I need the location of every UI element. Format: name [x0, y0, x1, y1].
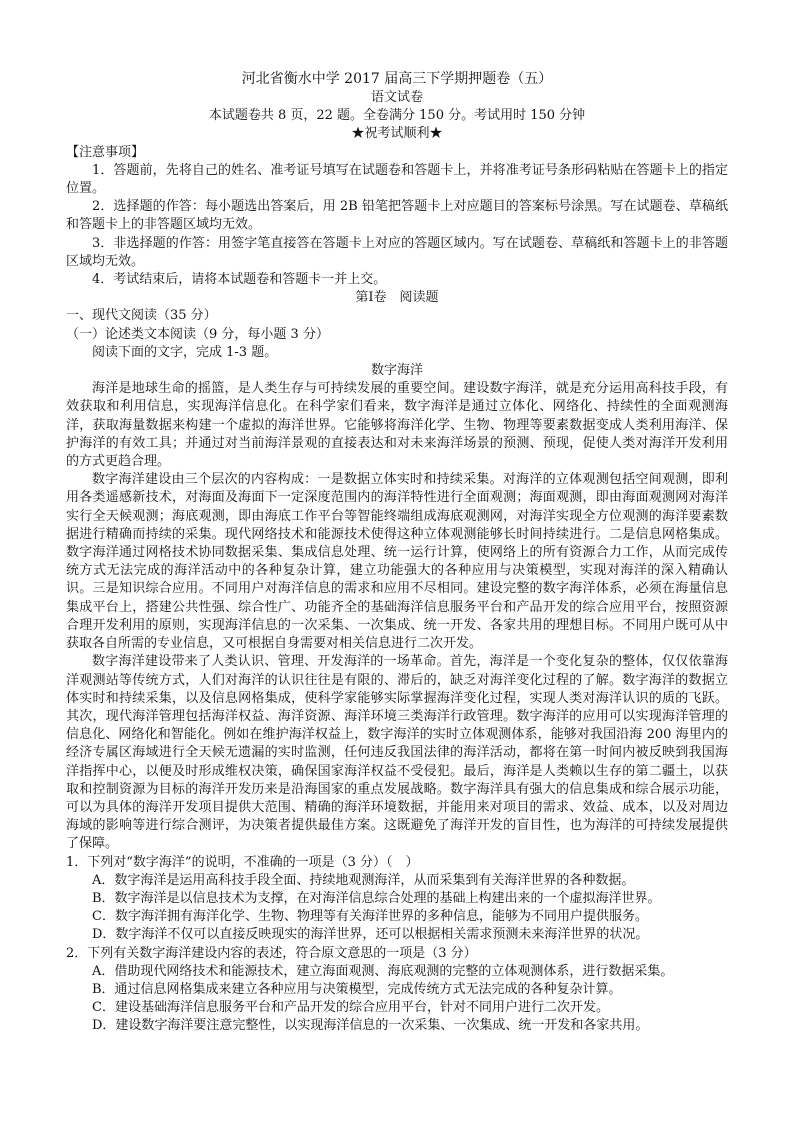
question-1-option-d: D．数字海洋不仅可以直接反映现实的海洋世界，还可以根据相关需求预测未来海洋世界的状况。 — [92, 927, 649, 943]
question-2-stem: 2．下列有关数字海洋建设内容的表述，符合原文意思的一项是（3 分） — [66, 945, 477, 961]
article-paragraph-1: 海洋是地球生命的摇篮，是人类生存与可持续发展的重要空间。建设数字海洋，就是充分运用高科技手段，有效获取和利用信息，实现海洋信息化。在科学家们看来，数字海洋是通过立体化、网络化、持续性的全面观测海洋，获取海量数据来构建一个虚拟的海洋世界。它能够将海洋化学、生物、物理等要素数据变成人类利用海洋、保护海洋的有效工具；并通过对当前海洋景观的直接表达和对未来海洋场景的预测、预现，促使人类对海洋开发利用的方式更趋合理。 — [66, 381, 728, 470]
question-2-option-a: A．借助现代网络技术和能源技术，建立海面观测、海底观测的完整的立体观测体系，进行数据采集。 — [92, 963, 674, 979]
question-1-option-a: A．数字海洋是运用高科技手段全面、持续地观测海洋，从而采集到有关海洋世界的各种数据。 — [92, 872, 635, 888]
exam-title: 河北省衡水中学 2017 届高三下学期押题卷（五） — [241, 71, 553, 87]
question-2-option-b: B．通过信息网格集成来建立各种应用与决策模型，完成传统方式无法完成的各种复杂计算。 — [92, 981, 622, 997]
exam-page — [66, 70, 728, 1036]
note-item-4: 4．考试结束后，请将本试题卷和答题卡一并上交。 — [92, 272, 387, 288]
note-item-3: 3．非选择题的作答：用签字笔直接答在答题卡上对应的答题区域内。写在试题卷、草稿纸和答题卡上的非答题区域均无效。 — [66, 235, 728, 269]
question-1-option-b: B．数字海洋是以信息技术为支撑，在对海洋信息综合处理的基础上构建出来的一个虚拟海洋世界。 — [92, 890, 661, 906]
question-1-stem: 1．下列对“数字海洋”的说明，不准确的一项是（3 分）（ ） — [66, 854, 419, 870]
notes-heading: 【注意事项】 — [66, 144, 145, 160]
exam-info: 本试题卷共 8 页，22 题。全卷满分 150 分。考试用时 150 分钟 — [208, 108, 586, 124]
subject-title: 语文试卷 — [370, 90, 423, 105]
question-2-option-c: C．建设基础海洋信息服务平台和产品开发的综合应用平台，针对不同用户进行二次开发。 — [92, 1000, 609, 1016]
article-paragraph-3: 数字海洋建设带来了人类认识、管理、开发海洋的一场革命。首先，海洋是一个变化复杂的整体，仅仅依靠海洋观测站等传统方式，人们对海洋的认识往往是有限的、滞后的，缺乏对海洋变化过程的了解。数字海洋的数据立体实时和持续采集，以及信息网格集成，使科学家能够实际掌握海洋变化过程，实现人类对海洋认识的质的飞跃。其次，现代海洋管理包括海洋权益、海洋资源、海洋环境三类海洋行政管理。数字海洋的应用可以实现海洋管理的信息化、网络化和智能化。例如在维护海洋权益上，数字海洋的实时立体观测体系，能够对我国沿海 200 海里内的经济专属区海域进行全天候无遗漏的实时监测，任何违反我国法律的海洋活动，都将在第一时间内被反映到我国海洋指挥中心，以便及时形成维权决策，确保国家海洋权益不受侵犯。最后，海洋是人类赖以生存的第二疆土，以获取和控制资源为目标的海洋开发历来是沿海国家的重点发展战略。数字海洋具有强大的信息集成和综合展示功能，可以为具体的海洋开发项目提供大范围、精确的海洋环境数据，并能用来对项目的需求、效益、成本，以及对周边海域的影响等进行综合测评，为决策者提供最佳方案。这既避免了海洋开发的盲目性，也为海洋的可持续发展提供了保障。 — [66, 654, 728, 852]
part-heading: 第Ⅰ卷 阅读题 — [355, 290, 439, 306]
note-item-1: 1．答题前，先将自己的姓名、准考证号填写在试题卷和答题卡上，并将准考证号条形码粘贴在答题卡上的指定位置。 — [66, 162, 728, 197]
reading-instruction: 阅读下面的文字，完成 1-3 题。 — [92, 344, 278, 360]
exam-wish: ★祝考试顺利★ — [351, 126, 443, 142]
note-item-2: 2．选择题的作答：每小题选出答案后，用 2B 铅笔把答题卡上对应题目的答案标号涂黑。写在试题卷、草稿纸和答题卡上的非答题区域均无效。 — [66, 199, 728, 233]
subsection-heading: （一）论述类文本阅读（9 分，每小题 3 分） — [66, 326, 329, 342]
question-1-option-c: C．数字海洋拥有海洋化学、生物、物理等有关海洋世界的多种信息，能够为不同用户提供服务。 — [92, 909, 648, 925]
question-2-option-d: D．建设数字海洋要注意完整性，以实现海洋信息的一次采集、一次集成、统一开发和各家共用。 — [92, 1018, 649, 1034]
article-title: 数字海洋 — [370, 363, 423, 379]
article-paragraph-2: 数字海洋建设由三个层次的内容构成：一是数据立体实时和持续采集。对海洋的立体观测包括空间观测，即利用各类遥感新技术，对海面及海面下一定深度范围内的海洋特性进行全面观测；海面观测，即由海面观测网对海洋实行全天候观测；海底观测，即由海底工作平台等智能终端组成海底观测网，对海洋实现全方位观测的海洋要素数据进行精确而持续的采集。现代网络技术和能源技术使得这种立体观测能够长时间持续进行。二是信息网格集成。数字海洋通过网格技术协同数据采集、集成信息处理、统一运行计算，使网络上的所有资源合力工作，从而完成传统方式无法完成的海洋活动中的各种复杂计算，建立功能强大的各种应用与决策模型，实现对海洋的深入精确认识。三是知识综合应用。不同用户对海洋信息的需求和应用不尽相同。建设完整的数字海洋体系，必须在海量信息集成平台上，搭建公共性强、综合性广、功能齐全的基础海洋信息服务平台和产品开发的综合应用平台，按照资源合理开发利用的原则，实现海洋信息的一次采集、一次集成、统一开发、各家共用的理想目标。不同用户既可从中获取各自所需的专业信息，又可根据自身需要对相关信息进行二次开发。 — [66, 472, 728, 652]
section-heading: 一、现代文阅读（35 分） — [66, 308, 217, 324]
